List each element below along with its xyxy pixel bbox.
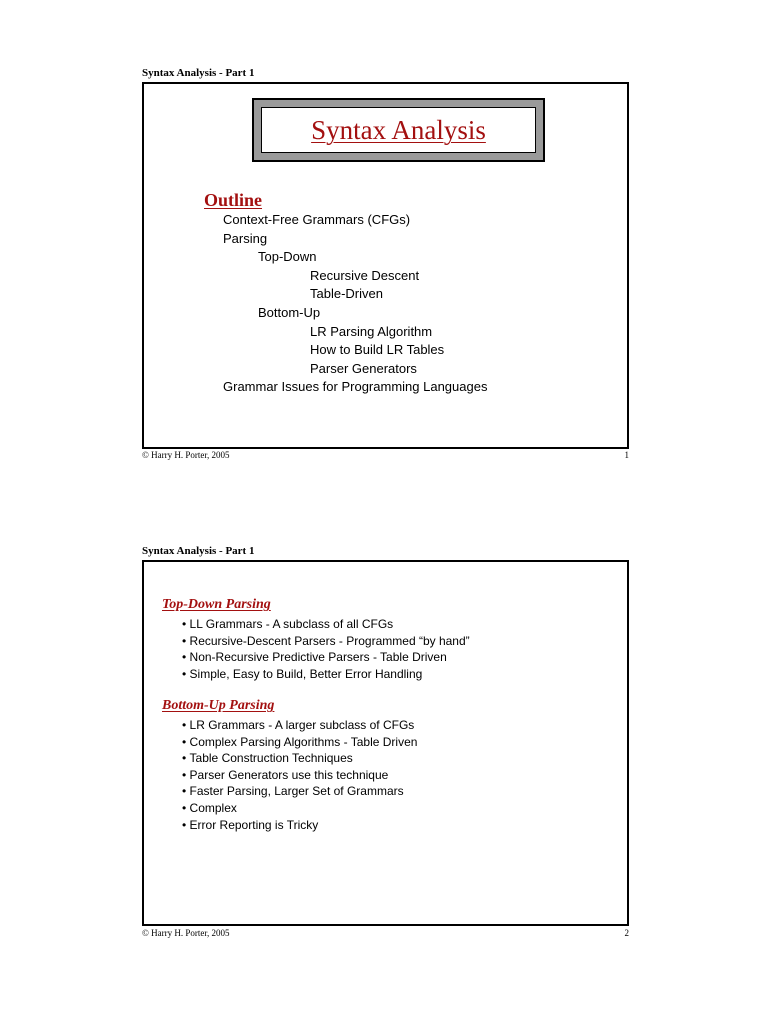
outline-item: LR Parsing Algorithm bbox=[310, 323, 433, 339]
bullet-item: • Complex bbox=[182, 800, 417, 817]
bullet-item: • Complex Parsing Algorithms - Table Driven bbox=[182, 734, 417, 751]
outline-item: Grammar Issues for Programming Languages bbox=[223, 379, 488, 395]
title-bevel bbox=[261, 107, 536, 153]
slide-1-title-box bbox=[252, 98, 545, 162]
outline-item: Parser Generators bbox=[310, 360, 417, 376]
slide-1-header: Syntax Analysis - Part 1 bbox=[142, 67, 255, 79]
bullet-item: • Error Reporting is Tricky bbox=[182, 817, 417, 834]
footer-copyright: © Harry H. Porter, 2005 bbox=[142, 928, 230, 938]
slide-1-frame bbox=[142, 82, 629, 449]
bullet-item: • Faster Parsing, Larger Set of Grammars bbox=[182, 783, 417, 800]
slide-2-frame bbox=[142, 560, 629, 926]
outline-item: How to Build LR Tables bbox=[310, 342, 445, 358]
outline-item: Context-Free Grammars (CFGs) bbox=[223, 212, 411, 227]
bullet-list-top-down bbox=[182, 616, 470, 682]
outline-item: Recursive Descent bbox=[310, 267, 420, 283]
bullet-item: • LL Grammars - A subclass of all CFGs bbox=[182, 616, 470, 633]
page-number: 2 bbox=[624, 928, 629, 938]
bullet-item: • Table Construction Techniques bbox=[182, 750, 417, 767]
slide-1-title: Syntax Analysis bbox=[311, 114, 486, 145]
slide-2-header: Syntax Analysis - Part 1 bbox=[142, 545, 255, 557]
footer-copyright: © Harry H. Porter, 2005 bbox=[142, 450, 230, 460]
bullet-item: • Parser Generators use this technique bbox=[182, 767, 417, 784]
section-heading-top-down: Top-Down Parsing bbox=[162, 597, 271, 612]
outline-item: Parsing bbox=[223, 230, 268, 246]
bullet-list-bottom-up bbox=[182, 717, 417, 833]
bullet-item: • Non-Recursive Predictive Parsers - Table Driven bbox=[182, 649, 470, 666]
outline-item: Table-Driven bbox=[310, 286, 383, 302]
outline-heading: Outline bbox=[204, 190, 263, 210]
outline-item: Top-Down bbox=[258, 249, 317, 265]
bullet-item: • LR Grammars - A larger subclass of CFGs bbox=[182, 717, 417, 734]
page-number: 1 bbox=[624, 450, 629, 460]
outline-item: Bottom-Up bbox=[258, 305, 321, 320]
section-heading-bottom-up: Bottom-Up Parsing bbox=[162, 698, 275, 713]
bullet-item: • Recursive-Descent Parsers - Programmed “by hand” bbox=[182, 633, 470, 650]
bullet-item: • Simple, Easy to Build, Better Error Handling bbox=[182, 666, 470, 683]
